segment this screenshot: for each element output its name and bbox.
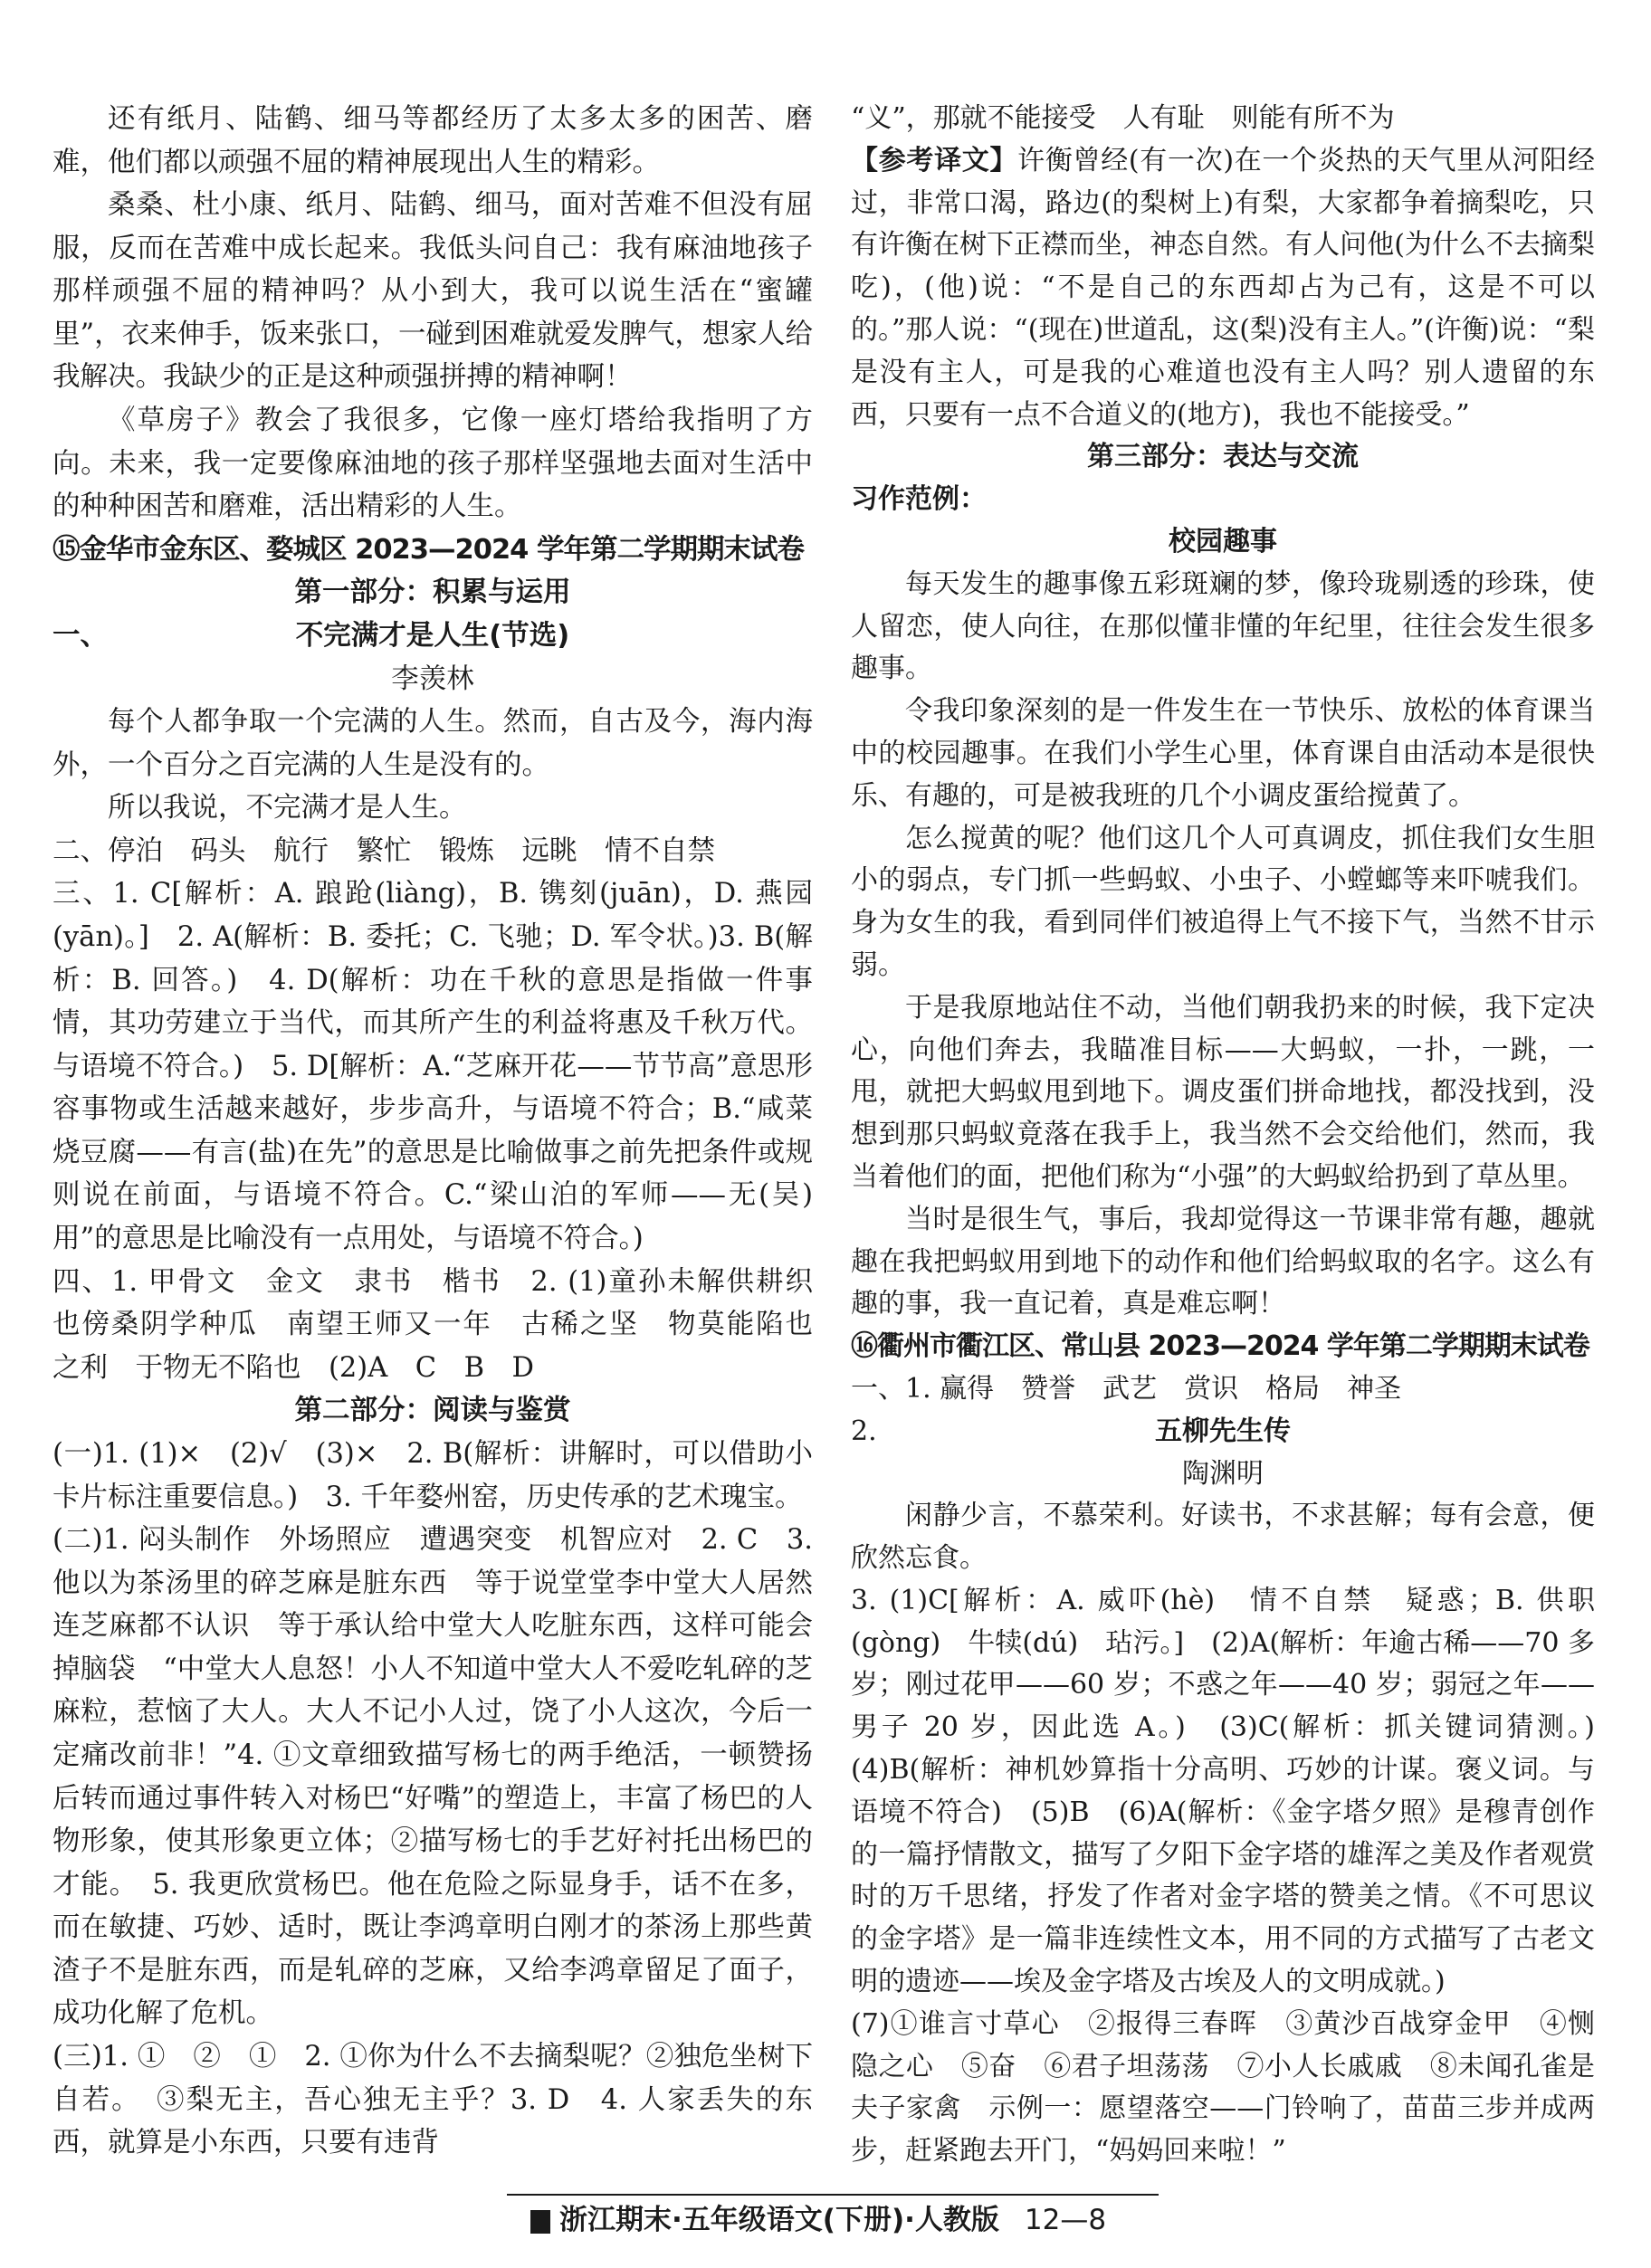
question-1-number: 一、	[52, 619, 108, 652]
part-3-heading: 第三部分：表达与交流	[1087, 441, 1359, 473]
essay-paragraph-3: 怎么搅黄的呢？他们这几个人可真调皮，抓住我们女生胆小的弱点，专门抓一些蚂蚁、小虫子、小螳螂等来吓唬我们。身为女生的我，看到同伴们被追得上气不接下气，当然不甘示弱。	[851, 822, 1595, 981]
question-1-title: 不完满才是人生(节选)	[295, 619, 570, 652]
page-number: 12—8	[1024, 2204, 1107, 2236]
question-3-answer: 三、1. C[解析：A. 踉跄(liàng)，B. 镌刻(juān)，D. 燕园(yān)。] 2. A(解析：B. 委托；C. 飞驰；D. 军令状。)3. B(解析：B. 回答。) 4. D(解析：功在千秋的意思是指做一件事情，其功劳建立于当代，而其所产生的利益将惠及千秋万代。与语境不符合。) 5. D[解析：A.“芝麻开花——节节高”意思形容事物或生活越来越好，步步高升，与语境不符合；B.“咸菜烧豆腐——有言(盐)在先”的意思是比喻做事之前先把条件或规则说在前面，与语境不符合。C.“梁山泊的军师——无(吴)用”的意思是比喻没有一点用处，与语境不符合。)	[52, 878, 813, 1255]
paper-16-question-2-title: 五柳先生传	[1155, 1415, 1291, 1447]
paper-16-question-3-7: (7)①谁言寸草心 ②报得三春晖 ③黄沙百战穿金甲 ④恻隐之心 ⑤奋 ⑥君子坦荡荡 ⑦小人长戚戚 ⑧未闻孔雀是夫子家禽 示例一：愿望落空——门铃响了，苗苗三步并成两步，赶紧跑去开门，“妈妈回来啦！”	[851, 2007, 1595, 2168]
left-paragraph-1: 还有纸月、陆鹤、细马等都经历了太多太多的困苦、磨难，他们都以顽强不屈的精神展现出人生的精彩。	[52, 103, 813, 178]
left-paragraph-3: 《草房子》教会了我很多，它像一座灯塔给我指明了方向。未来，我一定要像麻油地的孩子那样坚强地去面对生活中的种种困苦和磨难，活出精彩的人生。	[52, 405, 813, 523]
reading-3-answer: (三)1. ① ② ① 2. ①你为什么不去摘梨呢？②独危坐树下自若。 ③梨无主，吾心独无主乎？3. D 4. 人家丢失的东西，就算是小东西，只要有违背	[52, 2041, 813, 2159]
reference-translation-text: 许衡曾经(有一次)在一个炎热的天气里从河阳经过，非常口渴，路边(的梨树上)有梨，大家都争着摘梨吃，只有许衡在树下正襟而坐，神态自然。有人问他(为什么不去摘梨吃)，(他)说：“不是自己的东西却占为己有，这是不可以的。”那人说：“(现在)世道乱，这(梨)没有主人。”(许衡)说：“梨是没有主人，可是我的心难道也没有主人吗？别人遗留的东西，只要有一点不合道义的(地方)，我也不能接受。”	[851, 144, 1595, 431]
paper-16-heading: ⑯衢州市衢江区、常山县 2023—2024 学年第二学期期末试卷	[851, 1330, 1589, 1363]
reference-translation-label: 【参考译文】	[851, 144, 1018, 176]
question-1-row	[52, 615, 813, 658]
part-1-heading: 第一部分：积累与运用	[294, 577, 571, 609]
essay-paragraph-2: 令我印象深刻的是一件发生在一节快乐、放松的体育课当中的校园趣事。在我们小学生心里，体育课自由活动本是很快乐、有趣的，可是被我班的几个小调皮蛋给搅黄了。	[851, 695, 1595, 812]
essay-paragraph-4: 于是我原地站住不动，当他们朝我扔来的时候，我下定决心，向他们奔去，我瞄准目标——大蚂蚁，一扑，一跳，一甩，就把大蚂蚁甩到地下。调皮蛋们拼命地找，都没找到，没想到那只蚂蚁竟落在我手上，我当然不会交给他们，然而，我当着他们的面，把他们称为“小强”的大蚂蚁给扔到了草丛里。	[851, 991, 1595, 1193]
reading-1-answer: (一)1. (1)× (2)√ (3)× 2. B(解析：讲解时，可以借助小卡片标注重要信息。) 3. 千年婺州窑，历史传承的艺术瑰宝。	[52, 1437, 813, 1513]
question-1-author: 李羡林	[391, 662, 474, 695]
essay-title: 校园趣事	[1169, 525, 1277, 557]
part-2-heading: 第二部分：阅读与鉴赏	[294, 1395, 571, 1427]
footer-title: 浙江期末·五年级语文(下册)·人教版	[559, 2204, 999, 2236]
question-4-answer: 四、1. 甲骨文 金文 隶书 楷书 2. (1)童孙未解供耕织 也傍桑阴学种瓜 南望王师又一年 古稀之坚 物莫能陷也 之利 于物无不陷也 (2)A C B D	[52, 1265, 841, 1384]
question-2-answer: 二、停泊 码头 航行 繁忙 锻炼 远眺 情不自禁	[52, 834, 715, 867]
paper-16-question-2-text: 闲静少言，不慕荣利。好读书，不求甚解；每有会意，便欣然忘食。	[851, 1500, 1595, 1575]
reading-2-answer: (二)1. 闷头制作 外场照应 遭遇突变 机智应对 2. C 3. 他以为茶汤里的碎芝麻是脏东西 等于说堂堂李中堂大人居然连芝麻都不认识 等于承认给中堂大人吃脏东西，这样可能会掉脑袋 “中堂大人息怒！小人不知道中堂大人不爱吃轧碎的芝麻粒，惹恼了大人。大人不记小人过，饶了小人这次，今后一定痛改前非！”4. ①文章细致描写杨七的两手绝活，一顿赞扬后转而通过事件转入对杨巴“好嘴”的塑造上，丰富了杨巴的人物形象，使其形象更立体；②描写杨七的手艺好衬托出杨巴的才能。 5. 我更欣赏杨巴。他在危险之际显身手，话不在多，而在敏捷、巧妙、适时，既让李鸿章明白刚才的茶汤上那些黄渣子不是脏东西，而是轧碎的芝麻，又给李鸿章留足了面子，成功化解了危机。	[52, 1524, 813, 2030]
page-footer	[507, 2194, 1159, 2244]
essay-paragraph-5: 当时是很生气，事后，我却觉得这一节课非常有趣，趣就趣在我把蚂蚁用到地下的动作和他们给蚂蚁取的名字。这么有趣的事，我一直记着，真是难忘啊！	[851, 1203, 1595, 1320]
paper-16-question-3: 3. (1)C[解析：A. 威吓(hè) 情不自禁 疑惑；B. 供职(gòng) 牛犊(dú) 玷污。] (2)A(解析：年逾古稀——70 多岁；刚过花甲——60 岁；不惑之年——40 岁；弱冠之年——男子 20 岁，因此选 A。) (3)C(解析：抓关键词猜测。) (4)B(解析：神机妙算指十分高明、巧妙的计谋。褒义词。与语境不符合) (5)B (6)A(解析：《金字塔夕照》是穆青创作的一篇抒情散文，描写了夕阳下金字塔的雄浑之美及作者观赏时的万千思绪，抒发了作者对金字塔的赞美之情。《不可思议的金字塔》是一篇非连续性文本，用不同的方式描写了古老文明的遗迹——埃及金字塔及古埃及人的文明成就。)	[851, 1584, 1622, 1998]
question-1-text-2: 所以我说，不完满才是人生。	[108, 792, 467, 824]
right-column	[851, 98, 1622, 2173]
reading-3-continued: “义”，那就不能接受 人有耻 则能有所不为	[851, 102, 1395, 134]
paper-16-question-2-number: 2.	[851, 1415, 877, 1447]
reference-translation	[851, 140, 1595, 437]
book-icon	[530, 2210, 550, 2234]
essay-sample-label: 习作范例：	[851, 483, 987, 516]
essay-paragraph-1: 每天发生的趣事像五彩斑斓的梦，像玲珑剔透的珍珠，使人留恋，使人向往，在那似懂非懂的年纪里，往往会发生很多趣事。	[851, 567, 1595, 685]
left-paragraph-2: 桑桑、杜小康、纸月、陆鹤、细马，面对苦难不但没有屈服，反而在苦难中成长起来。我低头问自己：我有麻油地孩子那样顽强不屈的精神吗？从小到大，我可以说生活在“蜜罐里”，衣来伸手，饭来张口，一碰到困难就爱发脾气，想家人给我解决。我缺少的正是这种顽强拼搏的精神啊！	[52, 189, 813, 394]
left-column	[52, 98, 841, 2165]
paper-15-heading: ⑮金华市金东区、婺城区 2023—2024 学年第二学期期末试卷	[52, 533, 805, 566]
question-1-text-1: 每个人都争取一个完满的人生。然而，自古及今，海内海外，一个百分之百完满的人生是没有的。	[52, 706, 813, 781]
paper-16-question-2-row	[851, 1411, 1595, 1453]
paper-16-question-2-author: 陶渊明	[1182, 1457, 1264, 1490]
paper-16-question-1: 一、1. 赢得 赞誉 武艺 赏识 格局 神圣	[851, 1372, 1402, 1405]
